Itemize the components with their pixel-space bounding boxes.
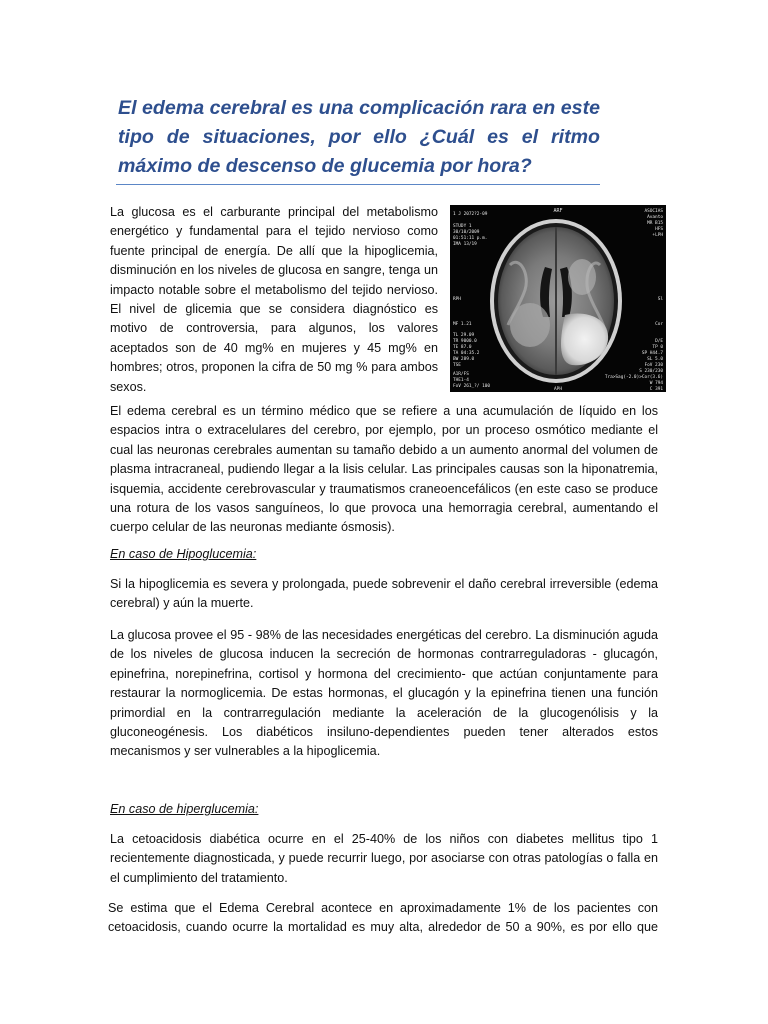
mri-text: +LPH [652,233,663,238]
mri-text: C 391 [649,387,663,392]
mri-text: RPH [453,297,461,302]
mri-text: Sl [657,297,663,302]
mri-text: Cor [655,322,663,327]
mri-text: HFS [655,227,663,232]
mri-text: D/E [655,339,663,344]
section-heading-hypoglycemia: En caso de Hipoglucemia: [110,547,257,561]
mri-scan-graphic [450,205,666,392]
mri-text: MR B15 [647,221,663,226]
mri-text: W 794 [649,381,663,386]
mri-text: TP 0 [652,345,663,350]
mri-text: BW 289.0 [453,357,475,362]
mri-text: FoV 261_?/ 100 [453,384,491,389]
paragraph-hypoglycemia-severe: Si la hipoglicemia es severa y prolongada, puede sobrevenir el daño cerebral irreversible (edema cerebral) y aún la muerte. [110,577,658,611]
mri-text: TSE [453,363,461,368]
paragraph-ketoacidosis: La cetoacidosis diabética ocurre en el 25-40% de los niños con diabetes mellitus tipo 1 recientemente diagnosticada, y puede recurrir luego, por asociarse con otras patologías o falla en el cumplimiento del tratamiento. [110,832,658,885]
mri-text: 30/10/2009 [453,230,480,235]
mri-text: TA 04:35.2 [453,351,480,356]
mri-top-label: ARF [553,208,563,214]
mri-text: TE 87.0 [453,345,472,350]
mri-text: 01:51:11 p.m. [453,236,488,241]
mri-text: TL 29.09 [453,333,475,338]
mri-bottom-label: APH [554,387,562,392]
mri-text: SL 5.0 [647,357,663,362]
mri-text: TR 9000.0 [453,339,477,344]
mri-text: Avanto [647,215,663,220]
mri-text: Tra>Sag(-2.0)>Cor(3.6) [604,375,663,380]
brain-mri-image [450,205,666,392]
paragraph-glucose-brain: La glucosa provee el 95 - 98% de las necesidades energéticas del cerebro. La disminución aguda de los niveles de glucosa inducen la secreción de hormonas contrarreguladoras - glucagón, epinefrina, norepinefrina, cortisol y hormona del crecimiento- que actúan conjuntamente para restaurar la normoglicemia. De estas hormonas, el glucagón y la epinefrina tienen una función primordial en la contrarregulación mediante la aceleración de la glucogenólisis y la gluconeogénesis. Los diabéticos insiluno-dependientes pueden tener alterados estos mecanismos y ser vulnerables a la hipoglicemia. [110,628,658,759]
mri-text: S 230/230 [639,369,663,374]
mri-text: SP H44.7 [641,351,663,356]
paragraph-intro: La glucosa es el carburante principal del metabolismo energético y fundamental para el tejido nervioso como fuente principal de energía. De allí que la hipoglicemia, disminución en los niveles de glucosa en sangre, tenga un impacto notable sobre el metabolismo del tejido nervioso. El nivel de glicemia que se considera diagnóstico es motivo de controversia, para algunos, los valores aceptados son de 40 mg% en mujeres y 45 mg% en hombres; otros, proponen la cifra de 50 mg % para ambos sexos. [110,205,438,394]
mri-text: IMA 13/19 [453,242,477,247]
mri-text: ASOCIAS [644,209,663,214]
page-title: El edema cerebral es una complicación rara en este tipo de situaciones, por ello ¿Cuál es el ritmo máximo de descenso de glucemia por hora? [118,97,600,177]
mri-text: THE1-4 [453,378,469,383]
mri-text: FoV 230 [644,363,663,368]
paragraph-edema-definition: El edema cerebral es un término médico que se refiere a una acumulación de líquido en los espacios intra o extracelulares del cerebro, por ejemplo, por un proceso osmótico mediante el cual las neuronas cerebrales aumentan su tamaño debido a un aumento anormal del volumen de plasma intracraneal, pudiendo llegar a la lisis celular. Las principales causas son la hiponatremia, isquemia, accidente cerebrovascular y traumatismos craneoencefálicos (en este caso se produce una rotura de los vasos sanguíneos, lo que provoca una hemorragia cerebral, aumentando el cuerpo celular de las neuronas mediante ósmosis). [110,404,658,535]
mri-text: 1 J 2072?2-09 [453,212,488,217]
title-underline [116,184,600,185]
mri-text: STUDY 1 [453,224,472,229]
mri-text: MF 1.21 [453,322,472,327]
mri-text: A1R/FS [453,372,469,377]
section-heading-hyperglycemia: En caso de hiperglucemia: [110,802,259,816]
paragraph-edema-incidence: Se estima que el Edema Cerebral acontece en aproximadamente 1% de los pacientes con cetoacidosis, cuando ocurre la mortalidad es muy alta, alrededor de 50 a 90%, es por ello que [108,901,658,935]
